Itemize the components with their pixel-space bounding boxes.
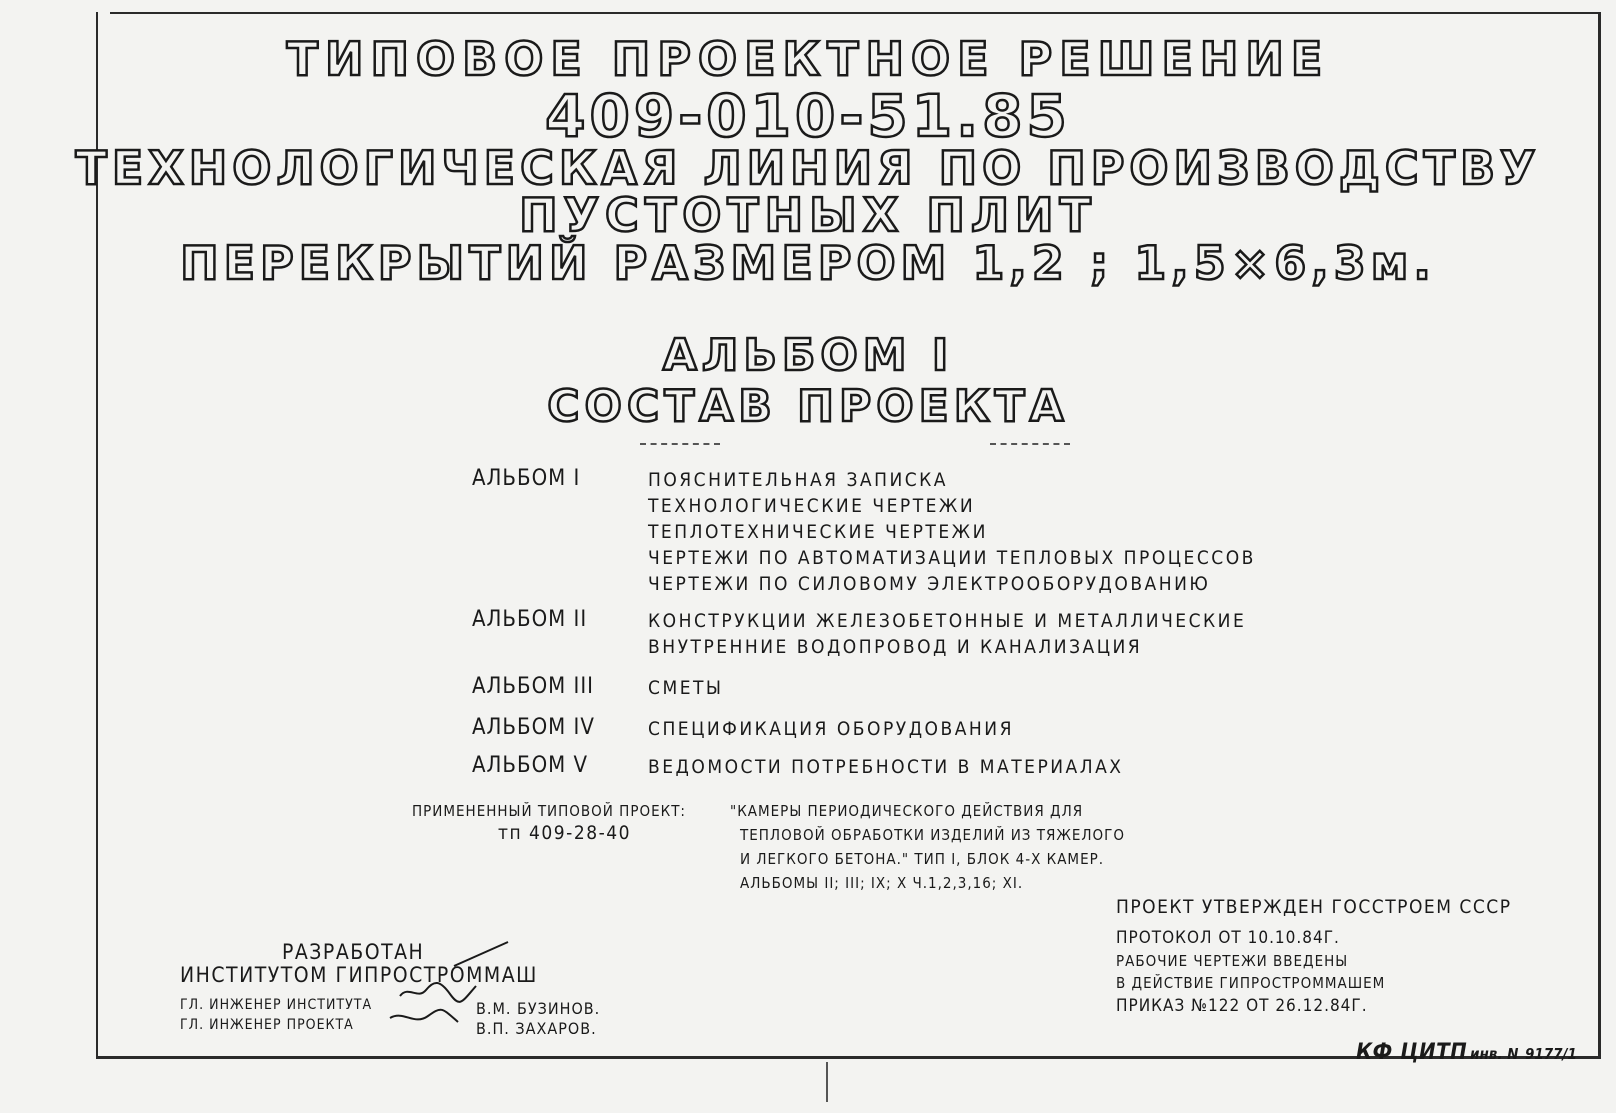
album-item: ЧЕРТЕЖИ ПО СИЛОВОМУ ЭЛЕКТРООБОРУДОВАНИЮ — [648, 573, 1211, 595]
album-subtitle: СОСТАВ ПРОЕКТА — [547, 381, 1069, 432]
frame-top-border — [110, 12, 1600, 14]
approval-line: В ДЕЙСТВИЕ ГИПРОСТРОММАШЕМ — [1116, 974, 1386, 992]
approval-line: ПРОЕКТ УТВЕРЖДЕН ГОССТРОЕМ СССР — [1116, 896, 1512, 918]
stamp-inv-label: инв. N — [1470, 1045, 1519, 1063]
album-item: ТЕХНОЛОГИЧЕСКИЕ ЧЕРТЕЖИ — [648, 495, 976, 517]
chief-engineer-name: В.М. БУЗИНОВ. — [476, 999, 601, 1018]
dash-mark — [640, 443, 720, 445]
signatures-graphic — [380, 930, 520, 1040]
album-item: ПОЯСНИТЕЛЬНАЯ ЗАПИСКА — [648, 469, 948, 491]
album-item: ВНУТРЕННИЕ ВОДОПРОВОД И КАНАЛИЗАЦИЯ — [648, 636, 1143, 658]
applied-project-desc: АЛЬБОМЫ II; III; IX; X Ч.1,2,3,16; XI. — [740, 874, 1024, 892]
developer-title: РАЗРАБОТАН — [282, 940, 425, 964]
approval-line: ПРОТОКОЛ ОТ 10.10.84Г. — [1116, 928, 1340, 948]
applied-project-code: тп 409-28-40 — [498, 822, 632, 844]
album-label: АЛЬБОМ V — [472, 753, 589, 778]
header-line-3: ТЕХНОЛОГИЧЕСКАЯ ЛИНИЯ ПО ПРОИЗВОДСТВУ — [75, 141, 1541, 195]
album-title: АЛЬБОМ I — [662, 330, 954, 381]
project-code: 409-010-51.85 — [545, 82, 1071, 150]
chief-engineer-label: ГЛ. ИНЖЕНЕР ИНСТИТУТА — [180, 997, 373, 1013]
album-item: СМЕТЫ — [648, 677, 724, 699]
album-item: СПЕЦИФИКАЦИЯ ОБОРУДОВАНИЯ — [648, 718, 1014, 740]
approval-line: ПРИКАЗ №122 ОТ 26.12.84Г. — [1116, 996, 1368, 1016]
album-item: КОНСТРУКЦИИ ЖЕЛЕЗОБЕТОННЫЕ И МЕТАЛЛИЧЕСКИЕ — [648, 610, 1247, 632]
dash-mark — [990, 443, 1070, 445]
project-engineer-name: В.П. ЗАХАРОВ. — [476, 1019, 597, 1038]
applied-project-label: ПРИМЕНЕННЫЙ ТИПОВОЙ ПРОЕКТ: — [412, 802, 686, 820]
header-title: ТИПОВОЕ ПРОЕКТНОЕ РЕШЕНИЕ — [286, 32, 1330, 86]
header-line-5: ПЕРЕКРЫТИЙ РАЗМЕРОМ 1,2 ; 1,5×6,3м. — [180, 236, 1436, 290]
applied-project-desc: И ЛЕГКОГО БЕТОНА." ТИП I, БЛОК 4-Х КАМЕР. — [740, 850, 1105, 868]
album-label: АЛЬБОМ IV — [472, 715, 595, 740]
approval-line: РАБОЧИЕ ЧЕРТЕЖИ ВВЕДЕНЫ — [1116, 952, 1349, 970]
album-item: ЧЕРТЕЖИ ПО АВТОМАТИЗАЦИИ ТЕПЛОВЫХ ПРОЦЕССОВ — [648, 547, 1256, 569]
stamp-org: КФ ЦИТП — [1356, 1040, 1468, 1065]
album-label: АЛЬБОМ II — [472, 607, 588, 632]
project-engineer-label: ГЛ. ИНЖЕНЕР ПРОЕКТА — [180, 1017, 354, 1033]
applied-project-desc: ТЕПЛОВОЙ ОБРАБОТКИ ИЗДЕЛИЙ ИЗ ТЯЖЕЛОГО — [740, 826, 1126, 844]
album-label: АЛЬБОМ I — [472, 466, 581, 491]
center-mark-line — [826, 1062, 828, 1102]
header-line-4: ПУСТОТНЫХ ПЛИТ — [519, 188, 1097, 242]
album-item: ТЕПЛОТЕХНИЧЕСКИЕ ЧЕРТЕЖИ — [648, 521, 988, 543]
album-item: ВЕДОМОСТИ ПОТРЕБНОСТИ В МАТЕРИАЛАХ — [648, 756, 1124, 778]
developer-institute: ИНСТИТУТОМ ГИПРОСТРОММАШ — [180, 963, 538, 987]
album-label: АЛЬБОМ III — [472, 674, 595, 699]
applied-project-desc: "КАМЕРЫ ПЕРИОДИЧЕСКОГО ДЕЙСТВИЯ ДЛЯ — [730, 802, 1084, 820]
stamp-inv-number: 9177/1 — [1525, 1045, 1577, 1063]
